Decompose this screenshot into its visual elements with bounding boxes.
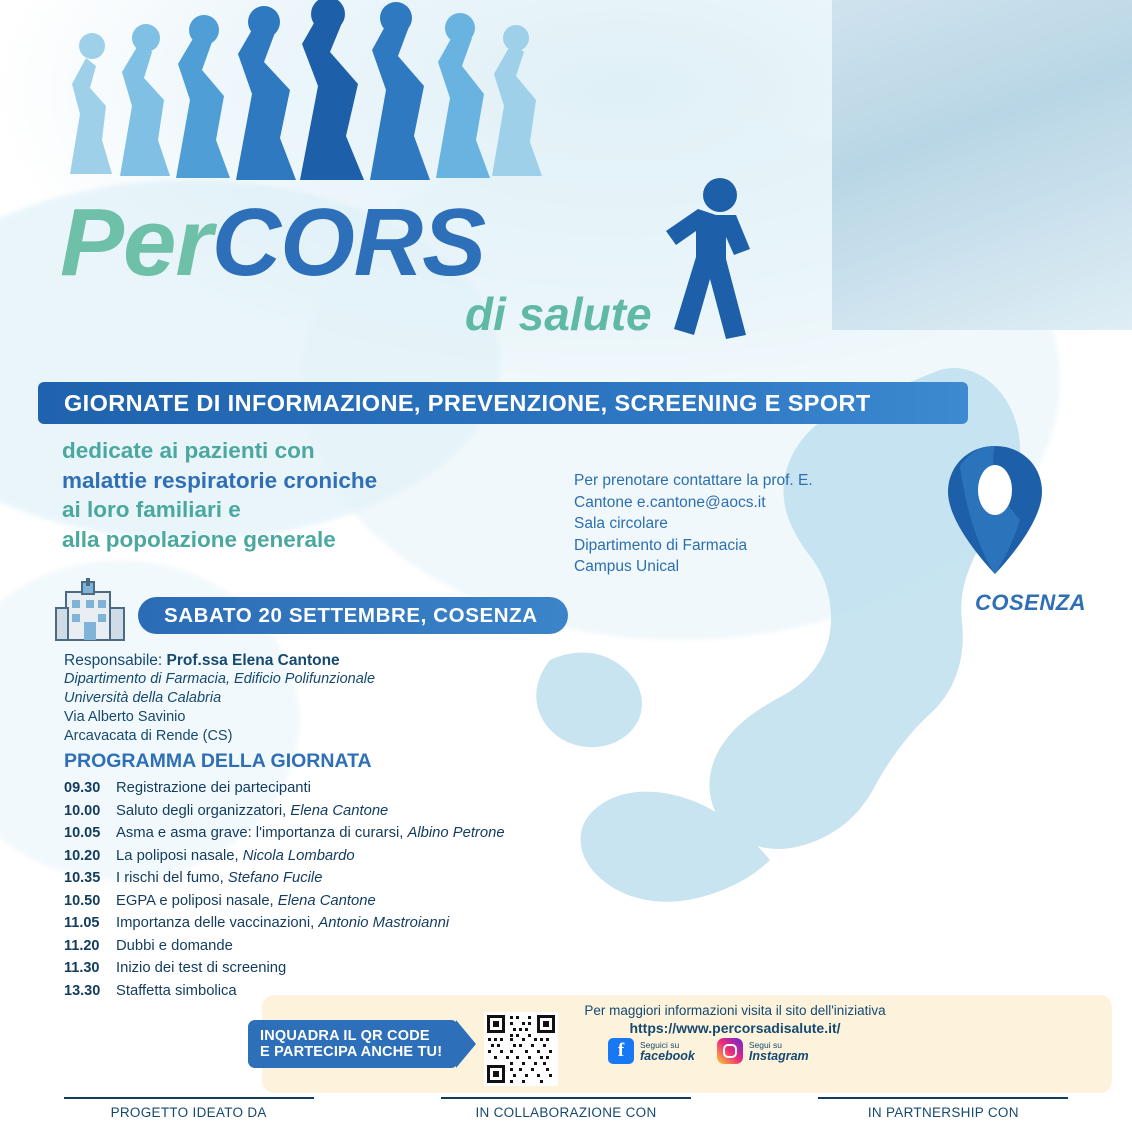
- facebook-follow-label: Seguici su: [640, 1040, 680, 1050]
- program-row-time: 10.00: [64, 802, 101, 819]
- footer-column-2: [377, 1105, 754, 1120]
- location-pin-icon: [940, 440, 1050, 580]
- responsible-name: Prof.ssa Elena Cantone: [166, 652, 340, 669]
- program-row-speaker: Nicola Lombardo: [242, 847, 355, 864]
- footer-label-1: PROGETTO IDEATO DA: [110, 1105, 267, 1120]
- footer-divider: [818, 1097, 1068, 1099]
- program-row-time: 10.20: [64, 847, 101, 864]
- nurse-spirometer-photo: [832, 0, 1132, 330]
- program-row-text: Registrazione dei partecipanti: [116, 780, 311, 796]
- booking-line-2: Cantone e.cantone@aocs.it: [574, 493, 766, 511]
- footer-label-2: IN COLLABORAZIONE CON: [475, 1105, 657, 1120]
- program-row-time: 11.20: [64, 937, 100, 954]
- title-per: Per: [60, 189, 212, 296]
- hospital-icon: [52, 578, 130, 646]
- program-row-time: 13.30: [64, 982, 101, 999]
- program-row-speaker: Antonio Mastroianni: [318, 915, 450, 931]
- facebook-name: facebook: [640, 1049, 695, 1063]
- booking-line-4: Dipartimento di Farmacia: [574, 536, 748, 554]
- dedication-line-4: alla popolazione generale: [62, 526, 336, 552]
- program-row-time: 10.50: [64, 892, 101, 909]
- responsible-line-2: Dipartimento di Farmacia, Edificio Polifunzionale: [64, 671, 376, 687]
- qr-cta-line-1: INQUADRA IL QR CODE: [260, 1028, 430, 1044]
- program-row-time: 10.35: [64, 870, 101, 886]
- poster-subtitle: di salute: [465, 288, 652, 340]
- date-bar: [138, 597, 568, 634]
- program-row: [64, 893, 684, 909]
- dedication-block: [62, 436, 532, 554]
- runner-letter-a-icon: [658, 175, 778, 350]
- qr-code-icon[interactable]: [484, 1012, 558, 1086]
- program-row-speaker: Albino Petrone: [407, 825, 505, 841]
- program-row: [64, 915, 684, 931]
- qr-info-line-1: Per maggiori informazioni visita il sito dell'iniziativa: [584, 1003, 886, 1018]
- program-row-text: Saluto degli organizzatori, Elena Cantone: [116, 802, 389, 819]
- qr-cta-line-2: E PARTECIPA ANCHE TU!: [260, 1044, 443, 1060]
- program-row-speaker: Elena Cantone: [290, 802, 389, 819]
- booking-line-5: Campus Unical: [574, 558, 680, 575]
- program-row: [64, 803, 684, 819]
- instagram-icon: [717, 1038, 743, 1064]
- program-list: [64, 780, 684, 1005]
- program-row-speaker: Stefano Fucile: [227, 870, 323, 886]
- program-row-text: Dubbi e domande: [116, 937, 233, 954]
- program-row-time: 11.30: [64, 960, 100, 976]
- program-row: [64, 960, 684, 976]
- booking-line-1: Per prenotare contattare la prof. E.: [574, 472, 813, 489]
- footer-label-3: IN PARTNERSHIP CON: [867, 1105, 1019, 1120]
- dedication-line-1: dedicate ai pazienti con: [62, 438, 315, 463]
- program-row: [64, 780, 684, 796]
- responsible-line-5: Arcavacata di Rende (CS): [64, 728, 233, 744]
- footer-divider: [441, 1097, 691, 1099]
- poster-title-block: [60, 189, 760, 355]
- facebook-icon: f: [608, 1038, 634, 1064]
- program-row-time: 10.05: [64, 825, 101, 841]
- instagram-follow-label: Segui su: [748, 1040, 782, 1050]
- qr-info-block: [575, 1003, 895, 1036]
- program-row-text: Asma e asma grave: l'importanza di curarsi, Albino Petrone: [116, 825, 505, 841]
- responsible-line-3: Università della Calabria: [64, 690, 222, 706]
- program-row-speaker: Elena Cantone: [277, 892, 376, 909]
- program-row: [64, 938, 684, 954]
- website-url[interactable]: https://www.percorsadisalute.it/: [629, 1020, 841, 1036]
- program-row-text: Importanza delle vaccinazioni, Antonio Mastroianni: [116, 915, 450, 931]
- banner-text: GIORNATE DI INFORMAZIONE, PREVENZIONE, SCREENING E SPORT: [64, 389, 871, 416]
- program-title: PROGRAMMA DELLA GIORNATA: [64, 750, 372, 772]
- program-row: [64, 825, 684, 841]
- qr-arrow-icon: [456, 1020, 476, 1068]
- city-label: COSENZA: [975, 590, 1087, 615]
- instagram-name: Instagram: [748, 1049, 809, 1063]
- program-row: [64, 870, 684, 886]
- program-row-text: Staffetta simbolica: [116, 982, 237, 999]
- responsible-label: Responsabile:: [64, 652, 163, 669]
- qr-cta-button[interactable]: [248, 1020, 458, 1068]
- dedication-line-3: ai loro familiari e: [62, 497, 241, 522]
- program-row-time: 11.05: [64, 915, 100, 931]
- footer: [0, 1105, 1132, 1120]
- program-row: [64, 848, 684, 864]
- program-row-time: 09.30: [64, 780, 101, 796]
- date-bar-text: SABATO 20 SETTEMBRE, COSENZA: [164, 603, 538, 627]
- title-corsa: CORS: [211, 189, 486, 296]
- social-links: [608, 1038, 809, 1064]
- footer-column-3: [755, 1105, 1132, 1120]
- facebook-link[interactable]: [608, 1038, 695, 1064]
- main-banner: [38, 382, 968, 424]
- responsible-line-4: Via Alberto Savinio: [64, 709, 186, 725]
- program-row-text: Inizio dei test di screening: [116, 960, 287, 976]
- program-row-text: EGPA e poliposi nasale, Elena Cantone: [116, 892, 376, 909]
- booking-info: [574, 470, 904, 578]
- responsible-block: [64, 652, 584, 746]
- footer-divider: [64, 1097, 314, 1099]
- footer-column-1: [0, 1105, 377, 1120]
- instagram-link[interactable]: [717, 1038, 809, 1064]
- booking-line-3: Sala circolare: [574, 515, 668, 532]
- dedication-line-2: malattie respiratorie croniche: [62, 467, 378, 493]
- program-row-text: I rischi del fumo, Stefano Fucile: [116, 870, 323, 886]
- program-row-text: La poliposi nasale, Nicola Lombardo: [116, 847, 355, 864]
